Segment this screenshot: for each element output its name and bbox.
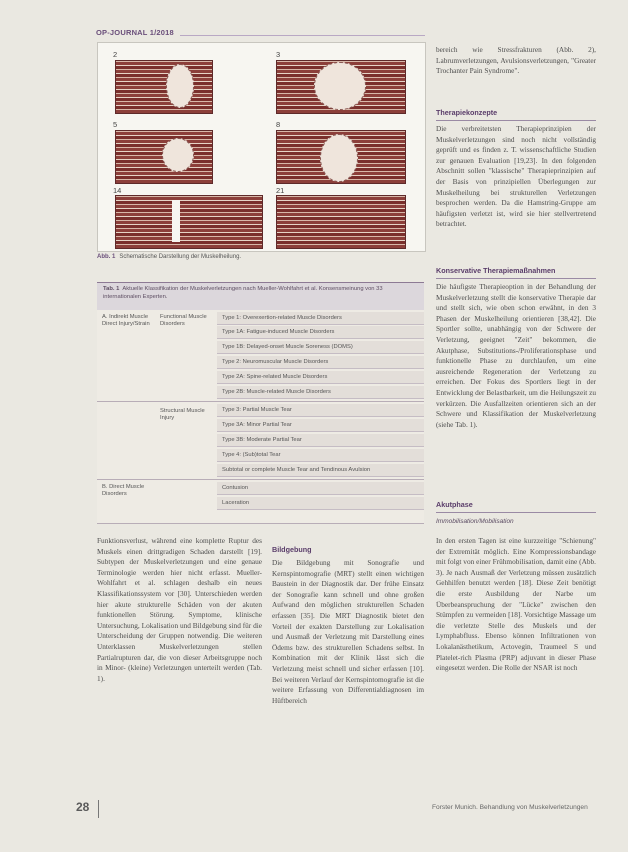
lesion-mark	[320, 134, 358, 182]
right-column-intro	[436, 45, 596, 77]
table-divider	[97, 401, 424, 402]
table-group-a: A. Indirekt Muscle Direct Injury/Strain	[102, 314, 150, 327]
panel-label: 2	[113, 50, 118, 59]
section-heading: Akutphase	[436, 500, 473, 509]
footer-text: Forster Munich. Behandlung von Muskelverletzungen	[432, 804, 588, 811]
section-heading: Konservative Therapiemaßnahmen	[436, 266, 556, 275]
panel-label: 3	[276, 50, 281, 59]
table-group-structural: Structural Muscle Injury	[160, 408, 205, 421]
table-row: Type 1A: Fatigue-induced Muscle Disorders	[217, 326, 424, 339]
body-paragraph: In den ersten Tagen ist eine kurzzeitige "Schienung" der Extremität möglich. Eine Kompressionsbandage mit folgt von einer Frühmobilisation, damit eine (Abb. 3). Je nach Ausmaß der Verletzung müssen zusätzlich Gehhilfen benutzt werden [18]. Diese Zeit benötigt die erste Ausbildung der Narbe um Überbeanspruchung der "Lücke" zwischen den Stümpfen zu vermeiden [18]. Vorsichtige Massage um die verletzte Stelle des Muskels und der Lymphabfluss. Ebenso können Infiltrationen von Lokalanästhetikum, Actovegin, Traumeel S und Platelet-rich Plasma (PRP) adjuvant in dieser Phase eingesetzt werden. Die Rolle der NSAR ist noch	[436, 536, 596, 673]
page-number: 28	[76, 800, 90, 814]
section-heading: Bildgebung	[272, 545, 312, 554]
table-row: Type 1B: Delayed-onset Muscle Soreness (DOMS)	[217, 341, 424, 354]
panel-label: 14	[113, 186, 122, 195]
header-rule	[180, 35, 425, 36]
table-row: Type 2: Neuromuscular Muscle Disorders	[217, 356, 424, 369]
body-paragraph: Die häufigste Therapieoption in der Behandlung der Muskelverletzung stellt die konservative Therapie dar und stellt sich, wie oben schon erwähnt, in den 3 Phasen der Muskelheilung orientieren [38,42]. Die Sportler sollte, unabhängig von der Schwere der Verletzung, geeignet "Zeit" bekommen, die Akutphase, Substitutions-/Proliferationsphase und funktionelle Phase zu durchlaufen, um eine ausreichende Regeneration der Verletzung zu erreichen. Der Fokus des Sportlers liegt in der Entwicklung der Belastbarkeit, um die Heilungszeit zu verkürzen. Die Ausfallzeiten orientieren sich an der Schwere und Klassifikation der Muskelverletzung (siehe Tab. 1).	[436, 282, 596, 429]
panel-label: 8	[276, 120, 281, 129]
table-group-functional: Functional Muscle Disorders	[160, 314, 207, 327]
table-row: Type 3B: Moderate Partial Tear	[217, 434, 424, 447]
right-column-conservative	[436, 282, 596, 430]
table-row: Type 4: (Sub)total Tear	[217, 449, 424, 462]
table-divider	[97, 479, 424, 480]
table-row: Type 3: Partial Muscle Tear	[217, 404, 424, 417]
sub-heading: Immobilisation/Mobilisation	[436, 518, 514, 525]
heading-rule	[436, 512, 596, 513]
body-paragraph: Die Bildgebung mit Sonografie und Kernspintomografie (MRT) stellt einen wichtigen Baustein in der Diagnostik dar. Der frühe Einsatz der Sonografie kann schnell und ohne großen Aufwand den möglichen strukturellen Schaden erfassen [35]. Die MRT Diagnostik bietet den Vorteil der exakten Darstellung zur Lokalisation und Ausmaß der Verletzung mit Darstellung eines Ödems bzw. des strukturellen Schadens selbst. In Kombination mit der Klinik lässt sich die Verletzung meist schnell und sicher erfassen [10]. Bei weiteren Verlauf der Kernspintomografie ist die weitere Erfassung von Differentialdiagnosen im Hüftbereich	[272, 558, 424, 705]
right-column-therapy	[436, 124, 596, 230]
figure-caption	[97, 254, 241, 260]
fiber-panel-2	[115, 60, 213, 114]
body-paragraph: bereich wie Stressfrakturen (Abb. 2), Labrumverletzungen, Avulsionsverletzungen, "Greater Trochanter Pain Syndrome".	[436, 45, 596, 76]
panel-label: 21	[276, 186, 285, 195]
heading-rule	[436, 278, 596, 279]
journal-title: OP-JOURNAL 1/2018	[96, 28, 174, 37]
table-row: Contusion	[217, 482, 424, 495]
table-group-b: B. Direct Muscle Disorders	[102, 484, 145, 497]
scar-line	[172, 200, 180, 242]
heading-rule	[436, 120, 596, 121]
lesion-mark	[314, 62, 366, 110]
caption-text: Schematische Darstellung der Muskelheilung.	[119, 254, 242, 260]
panel-label: 5	[113, 120, 118, 129]
footer-divider	[98, 800, 99, 818]
table-row: Type 3A: Minor Partial Tear	[217, 419, 424, 432]
table-row: Laceration	[217, 497, 424, 510]
lesion-mark	[162, 138, 194, 172]
table-row: Type 2A: Spine-related Muscle Disorders	[217, 371, 424, 384]
table-row: Type 1: Overexertion-related Muscle Disorders	[217, 312, 424, 325]
table-title-text: Aktuelle Klassifikation der Muskelverletzungen nach Mueller-Wohlfahrt et al. Konsensmeinung von 33 internationalen Experten.	[103, 286, 383, 300]
body-paragraph: Die verbreitetsten Therapieprinzipien der Muskelverletzungen sind noch nicht vollständig geprüft und es finden z. T. wissenschaftliche Studien zur genauen Evaluation [19,23]. In den folgenden Abschnitt sollen "klassische" Therapieprinzipien auf der Basis von prinzipiellen Überlegungen zur Muskelheilung bei strukturellen Verletzungen besprochen werden. Da die Hamstring-Gruppe am häufigsten verletzt ist, wird sie hier stellvertretend betrachtet.	[436, 124, 596, 229]
table-title	[103, 285, 419, 301]
table-divider	[97, 523, 424, 524]
lesion-mark	[166, 64, 194, 108]
fiber-panel-21	[276, 195, 406, 249]
right-column-acute	[436, 536, 596, 674]
middle-column	[272, 558, 424, 706]
table-row: Type 2B: Muscle-related Muscle Disorders	[217, 386, 424, 399]
table-row: Subtotal or complete Muscle Tear and Tendinous Avulsion	[217, 464, 424, 477]
caption-label: Abb. 1	[97, 254, 116, 260]
body-paragraph: Funktionsverlust, während eine komplette Ruptur des Muskels einen drittgradigen Schaden darstellt [19]. Subtypen der Muskelverletzungen und eine genaue Terminologie werden hier nicht erfasst. Mueller-Wohlfahrt et al. schlagen deshalb ein neues Klassifikationssystem vor [30]. Unterschieden werden hier akute strukturelle Schäden von der akuten funktionellen Störung. Symptome, klinische Untersuchung, Lokalisation und Bildgebung sind für die Unterscheidung der Gruppen notwendig. Die weiteren Unterklassen Muskelverletzungen stellen Partialrupturen dar, die von dieser Arbeitsgruppe noch in Minor- (kleine) Verletzungen unterteilt werden (Tab. 1).	[97, 536, 262, 683]
table-label: Tab. 1	[103, 286, 120, 292]
section-heading: Therapiekonzepte	[436, 108, 498, 117]
left-column	[97, 536, 262, 684]
fiber-panel-14	[115, 195, 263, 249]
